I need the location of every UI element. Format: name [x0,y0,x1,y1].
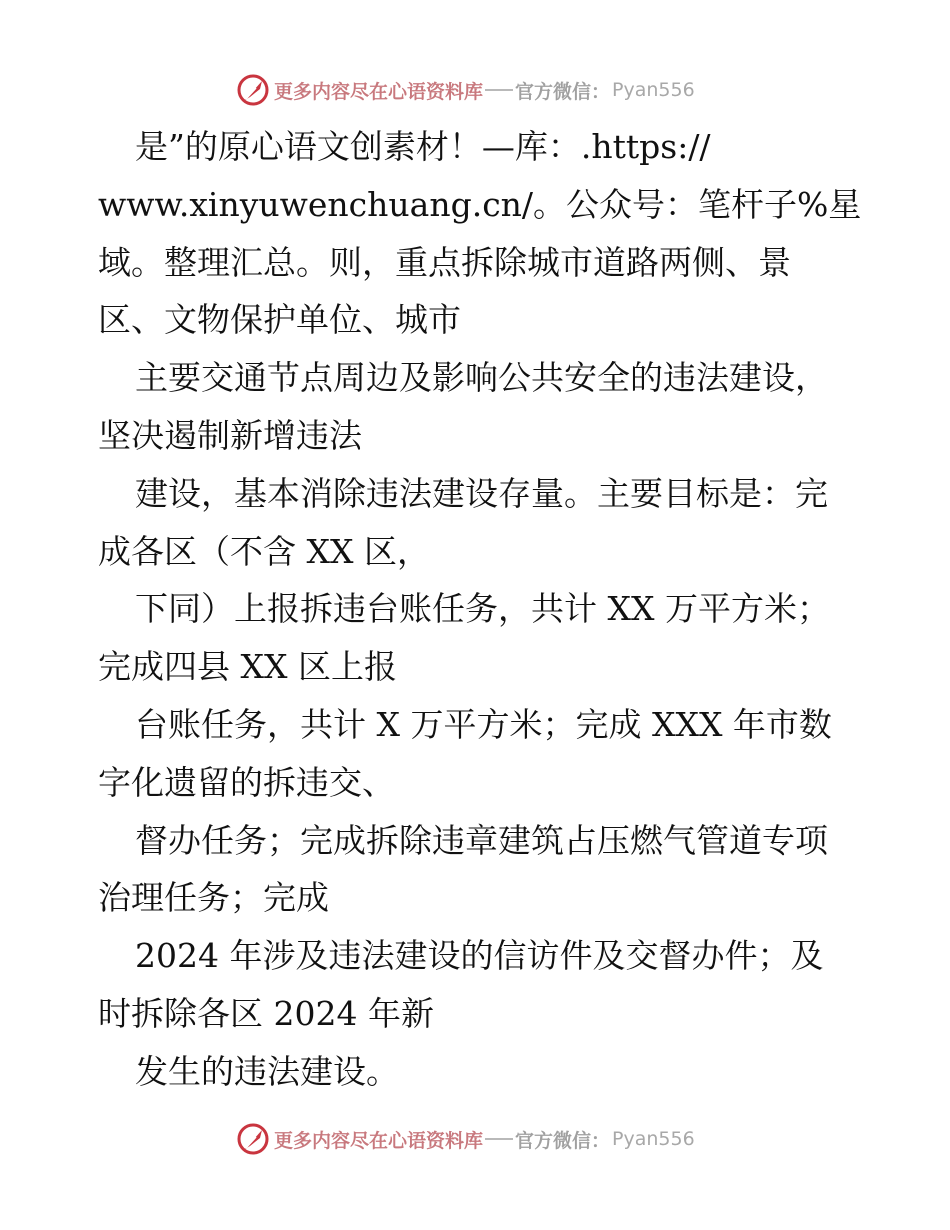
banner-dash-divider [485,1138,513,1140]
body-line: 坚决遏制新增违法 [98,415,362,455]
body-line: 2024 年涉及违法建设的信访件及交督办件；及 [135,936,824,976]
footer-watermark-banner [236,1121,716,1157]
body-line: 治理任务；完成 [98,878,329,918]
body-line: 时拆除各区 2024 年新 [98,993,434,1033]
banner-wechat-label: 官方微信： [515,1129,611,1152]
body-line: 完成四县 XX 区上报 [98,647,397,687]
body-line: 发生的违法建设。 [135,1051,399,1091]
body-line: 字化遗留的拆违交、 [98,762,395,802]
body-line: 督办任务；完成拆除违章建筑占压燃气管道专项 [135,820,828,860]
banner-wechat-id: Pyan556 [612,1128,695,1150]
banner-brand-text: 更多内容尽在心语资料库 [274,80,484,103]
body-line: 成各区（不含 XX 区， [98,531,430,571]
quill-pen-logo-icon [236,73,270,107]
header-watermark-banner [236,72,716,108]
body-line: 主要交通节点周边及影响公共安全的违法建设， [135,358,828,398]
body-line: 区、文物保护单位、城市 [98,300,461,340]
body-line: 域。整理汇总。则，重点拆除城市道路两侧、景 [98,242,791,282]
banner-brand-text: 更多内容尽在心语资料库 [274,1129,484,1152]
quill-pen-logo-icon [236,1122,270,1156]
body-line: 是”的原心语文创素材！—库：.https:// [135,127,711,166]
banner-dash-divider [485,89,513,91]
banner-wechat-id: Pyan556 [612,79,695,101]
body-line: 下同）上报拆违台账任务，共计 XX 万平方米； [135,589,830,629]
banner-wechat-label: 官方微信： [515,80,611,103]
document-body [98,118,868,1101]
body-line: 台账任务，共计 X 万平方米；完成 XXX 年市数 [135,704,832,744]
body-line: www.xinyuwenchuang.cn/。公众号：笔杆子%星 [98,184,862,224]
body-line: 建设，基本消除违法建设存量。主要目标是：完 [135,473,828,513]
